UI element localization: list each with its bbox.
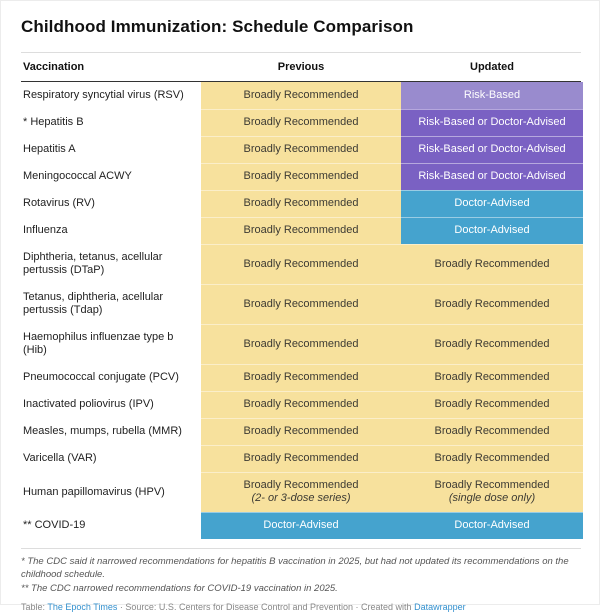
table-body	[21, 82, 581, 539]
status-label: Doctor-Advised	[263, 519, 339, 531]
column-header-updated: Updated	[470, 61, 514, 73]
footnote-hepatitis-b: * The CDC said it narrowed recommendations for hepatitis B vaccination in 2025, but had not updated its recommendations on the childhood schedule.	[21, 556, 569, 580]
previous-status-cell	[201, 136, 401, 163]
status-label: Broadly Recommended	[243, 452, 359, 464]
updated-status-cell	[401, 190, 583, 217]
vaccine-name: * Hepatitis B	[23, 116, 84, 128]
vaccine-name: Diphtheria, tetanus, acellular pertussis (DTaP)	[23, 251, 163, 276]
status-label: Broadly Recommended	[243, 257, 359, 270]
column-header-vaccination: Vaccination	[23, 61, 85, 73]
status-label: Risk-Based	[463, 89, 521, 101]
vaccine-name: Pneumococcal conjugate (PCV)	[23, 371, 179, 383]
status-label: Broadly Recommended	[243, 398, 359, 410]
credit-source-link[interactable]: The Epoch Times	[47, 601, 118, 612]
vaccine-name: Tetanus, diphtheria, acellular pertussis (Tdap)	[23, 291, 164, 316]
status-label: Broadly Recommended	[434, 479, 550, 491]
status-label: Broadly Recommended	[243, 170, 359, 182]
updated-status-cell	[401, 82, 583, 109]
previous-status-cell	[201, 163, 401, 190]
updated-status-cell	[401, 512, 583, 539]
table-row	[21, 190, 581, 217]
vaccine-name: Hepatitis A	[23, 143, 76, 155]
status-label: Broadly Recommended	[434, 371, 550, 383]
status-label: Risk-Based or Doctor-Advised	[418, 143, 566, 155]
status-label: Doctor-Advised	[454, 519, 530, 531]
previous-status-cell	[201, 472, 401, 512]
page-title: Childhood Immunization: Schedule Comparison	[21, 17, 414, 36]
table-row	[21, 244, 581, 284]
updated-status-cell	[401, 284, 583, 324]
footnote-covid: ** The CDC narrowed recommendations for COVID-19 vaccination in 2025.	[21, 583, 338, 594]
status-label: Broadly Recommended	[434, 297, 550, 310]
table-row	[21, 391, 581, 418]
status-label: Broadly Recommended	[243, 143, 359, 155]
table-row	[21, 364, 581, 391]
vaccine-name: Haemophilus influenzae type b (Hib)	[23, 331, 174, 356]
status-label: Broadly Recommended	[243, 89, 359, 101]
vaccine-name: Human papillomavirus (HPV)	[23, 485, 165, 498]
status-label: Broadly Recommended	[434, 398, 550, 410]
table-row	[21, 109, 581, 136]
status-label: Broadly Recommended	[243, 425, 359, 437]
table-row	[21, 512, 581, 539]
status-label: Broadly Recommended	[243, 371, 359, 383]
status-label: Doctor-Advised	[454, 197, 530, 209]
previous-status-cell	[201, 364, 401, 391]
table-row	[21, 472, 581, 512]
updated-status-cell	[401, 418, 583, 445]
vaccine-name: Respiratory syncytial virus (RSV)	[23, 89, 184, 101]
previous-status-cell	[201, 284, 401, 324]
table-row	[21, 418, 581, 445]
table-row	[21, 136, 581, 163]
status-label: Risk-Based or Doctor-Advised	[418, 116, 566, 128]
updated-status-cell	[401, 324, 583, 364]
status-label: Doctor-Advised	[454, 224, 530, 236]
status-label: Broadly Recommended	[243, 224, 359, 236]
status-label: Broadly Recommended	[434, 337, 550, 350]
updated-status-cell	[401, 391, 583, 418]
updated-status-cell	[401, 445, 583, 472]
table-row	[21, 82, 581, 109]
table-row	[21, 217, 581, 244]
updated-status-cell	[401, 163, 583, 190]
updated-status-cell	[401, 364, 583, 391]
vaccine-name: Meningococcal ACWY	[23, 170, 132, 182]
credit-middle-text: · Source: U.S. Centers for Disease Control and Prevention · Created with	[119, 601, 412, 612]
updated-status-cell	[401, 109, 583, 136]
vaccine-name: ** COVID-19	[23, 519, 86, 531]
status-label: Broadly Recommended	[243, 197, 359, 209]
table-header	[21, 52, 581, 82]
vaccine-name: Varicella (VAR)	[23, 452, 97, 464]
previous-status-cell	[201, 418, 401, 445]
footer	[21, 548, 581, 613]
previous-status-cell	[201, 82, 401, 109]
table-row	[21, 284, 581, 324]
status-label: Broadly Recommended	[434, 425, 550, 437]
previous-status-cell	[201, 217, 401, 244]
table-row	[21, 445, 581, 472]
previous-status-cell	[201, 445, 401, 472]
table-row	[21, 163, 581, 190]
status-label: Broadly Recommended	[434, 257, 550, 270]
status-label: Broadly Recommended	[243, 297, 359, 310]
status-label: Risk-Based or Doctor-Advised	[418, 170, 566, 182]
status-label: Broadly Recommended	[434, 452, 550, 464]
column-header-previous: Previous	[277, 61, 325, 73]
status-note: (2- or 3-dose series)	[251, 492, 351, 504]
status-note: (single dose only)	[448, 492, 536, 504]
previous-status-cell	[201, 324, 401, 364]
vaccine-name: Rotavirus (RV)	[23, 197, 95, 209]
status-label: Broadly Recommended	[243, 479, 359, 491]
vaccine-name: Inactivated poliovirus (IPV)	[23, 398, 154, 410]
updated-status-cell	[401, 472, 583, 512]
updated-status-cell	[401, 136, 583, 163]
vaccine-name: Measles, mumps, rubella (MMR)	[23, 425, 182, 437]
credit-line	[21, 601, 581, 613]
updated-status-cell	[401, 244, 583, 284]
previous-status-cell	[201, 512, 401, 539]
vaccine-name: Influenza	[23, 224, 68, 236]
previous-status-cell	[201, 391, 401, 418]
status-label: Broadly Recommended	[243, 337, 359, 350]
previous-status-cell	[201, 109, 401, 136]
credit-table-label: Table:	[21, 601, 46, 612]
previous-status-cell	[201, 190, 401, 217]
status-label: Broadly Recommended	[243, 116, 359, 128]
previous-status-cell	[201, 244, 401, 284]
updated-status-cell	[401, 217, 583, 244]
credit-datawrapper-link[interactable]: Datawrapper	[414, 601, 466, 612]
table-row	[21, 324, 581, 364]
